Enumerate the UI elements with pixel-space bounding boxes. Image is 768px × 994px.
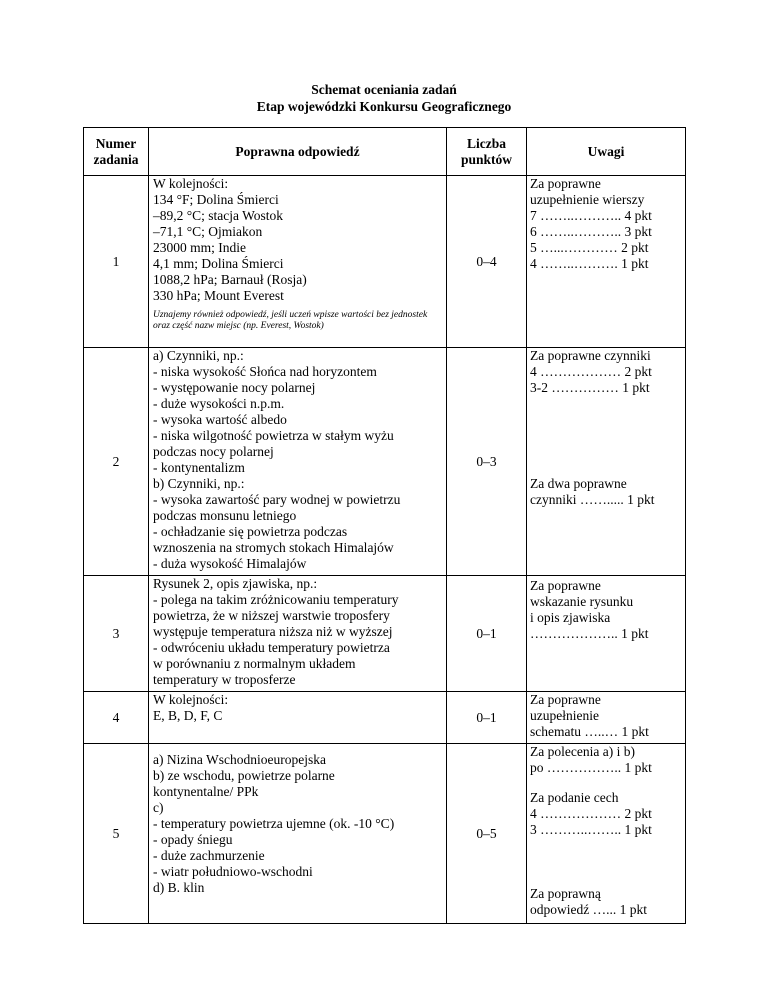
answer-line: d) B. klin: [153, 880, 205, 895]
answer-line: - ochładzanie się powietrza podczas: [153, 524, 348, 539]
answer-cell: [149, 576, 447, 692]
answer-line: temperatury w troposferze: [153, 672, 296, 687]
answer-line: - odwróceniu układu temperatury powietrza: [153, 640, 390, 655]
remark-line: 7 ……..……….. 4 pkt: [530, 208, 652, 223]
remarks-cell: [527, 348, 686, 576]
answer-line: podczas nocy polarnej: [153, 444, 274, 459]
task-number: 5: [84, 744, 149, 924]
remark-line: wskazanie rysunku: [530, 594, 634, 609]
table-row: [84, 744, 686, 924]
remark-line: uzupełnienie wierszy: [530, 192, 645, 207]
remark-line: 6 ……..……….. 3 pkt: [530, 224, 652, 239]
points-cell: 0–4: [447, 176, 527, 348]
answer-line: powietrza, że w niższej warstwie troposfery: [153, 608, 390, 623]
remarks-cell: [527, 176, 686, 348]
grading-table: [83, 127, 686, 924]
answer-line: E, B, D, F, C: [153, 708, 223, 723]
points-cell: 0–3: [447, 348, 527, 576]
answer-line: - temperatury powietrza ujemne (ok. -10 °C): [153, 816, 395, 831]
answer-line: b) Czynniki, np.:: [153, 476, 245, 491]
answer-line: W kolejności:: [153, 692, 229, 707]
table-row: [84, 348, 686, 576]
answer-line: a) Czynniki, np.:: [153, 348, 244, 363]
table-row: [84, 692, 686, 744]
remark-line: Za poprawne: [530, 176, 601, 191]
header-points: Liczba punktów: [447, 128, 527, 176]
answer-line: - duże wysokości n.p.m.: [153, 396, 285, 411]
points-cell: 0–5: [447, 744, 527, 924]
remark-line: odpowiedź …... 1 pkt: [530, 902, 647, 917]
answer-line: - wiatr południowo-wschodni: [153, 864, 313, 879]
answer-line: –89,2 °C; stacja Wostok: [153, 208, 284, 223]
answer-line: - polega na takim zróżnicowaniu temperatury: [153, 592, 399, 607]
remark-line: Za poprawne: [530, 692, 601, 707]
remarks-cell: [527, 692, 686, 744]
table-header-row: [84, 128, 686, 176]
answer-note: Uznajemy również odpowiedź, jeśli uczeń wpisze wartości bez jednostek oraz część nazw miejsc (np. Everest, Wostok): [153, 310, 428, 331]
remark-line: Za poprawne: [530, 578, 601, 593]
remark-line: Za poprawną: [530, 886, 601, 901]
answer-line: - wysoka zawartość pary wodnej w powietrzu: [153, 492, 401, 507]
answer-line: 4,1 mm; Dolina Śmierci: [153, 256, 284, 271]
answer-line: podczas monsunu letniego: [153, 508, 297, 523]
answer-line: - duża wysokość Himalajów: [153, 556, 307, 571]
remark-line: ……………….. 1 pkt: [530, 626, 649, 641]
remark-line: po …………….. 1 pkt: [530, 760, 652, 775]
task-number: 4: [84, 692, 149, 744]
remark-line: Za podanie cech: [530, 790, 619, 805]
answer-cell: [149, 744, 447, 924]
answer-line: –71,1 °C; Ojmiakon: [153, 224, 263, 239]
answer-line: - niska wilgotność powietrza w stałym wyżu: [153, 428, 394, 443]
header-answer: Poprawna odpowiedź: [149, 128, 447, 176]
spacer: [530, 838, 685, 886]
remark-line: 4 ……………… 2 pkt: [530, 806, 652, 821]
remark-line: 3-2 …………… 1 pkt: [530, 380, 650, 395]
remark-line: uzupełnienie: [530, 708, 599, 723]
answer-line: - duże zachmurzenie: [153, 848, 265, 863]
answer-line: 134 °F; Dolina Śmierci: [153, 192, 279, 207]
task-number: 1: [84, 176, 149, 348]
answer-line: - niska wysokość Słońca nad horyzontem: [153, 364, 377, 379]
remark-line: 3 ………..…….. 1 pkt: [530, 822, 652, 837]
answer-line: 330 hPa; Mount Everest: [153, 288, 284, 303]
remark-line: Za polecenia a) i b): [530, 744, 635, 759]
remark-line: schematu …..… 1 pkt: [530, 724, 649, 739]
answer-line: kontynentalne/ PPk: [153, 784, 259, 799]
answer-line: wznoszenia na stromych stokach Himalajów: [153, 540, 394, 555]
remarks-cell: [527, 744, 686, 924]
remarks-cell: [527, 576, 686, 692]
answer-line: - kontynentalizm: [153, 460, 245, 475]
answer-line: W kolejności:: [153, 176, 229, 191]
header-number: Numer zadania: [84, 128, 149, 176]
answer-line: Rysunek 2, opis zjawiska, np.:: [153, 576, 318, 591]
points-cell: 0–1: [447, 692, 527, 744]
answer-line: w porównaniu z normalnym układem: [153, 656, 356, 671]
table-row: [84, 176, 686, 348]
remark-line: 5 …...………… 2 pkt: [530, 240, 649, 255]
spacer: [530, 396, 685, 476]
document-subtitle: Etap wojewódzki Konkursu Geograficznego: [256, 99, 512, 114]
remark-line: Za dwa poprawne: [530, 476, 627, 491]
answer-line: 1088,2 hPa; Barnauł (Rosja): [153, 272, 307, 287]
answer-line: występuje temperatura niższa niż w wyższej: [153, 624, 393, 639]
answer-cell: [149, 692, 447, 744]
header-remarks: Uwagi: [527, 128, 686, 176]
answer-line: - wysoka wartość albedo: [153, 412, 287, 427]
remark-line: czynniki ……..... 1 pkt: [530, 492, 655, 507]
answer-line: 23000 mm; Indie: [153, 240, 246, 255]
answer-cell: [149, 348, 447, 576]
remark-line: 4 ……..………. 1 pkt: [530, 256, 649, 271]
answer-cell: [149, 176, 447, 348]
points-cell: 0–1: [447, 576, 527, 692]
table-row: [84, 576, 686, 692]
remark-line: i opis zjawiska: [530, 610, 611, 625]
answer-line: b) ze wschodu, powietrze polarne: [153, 768, 335, 783]
remark-line: Za poprawne czynniki: [530, 348, 651, 363]
document-title: Schemat oceniania zadań: [311, 82, 457, 97]
answer-line: a) Nizina Wschodnioeuropejska: [153, 752, 326, 767]
task-number: 2: [84, 348, 149, 576]
spacer: [530, 776, 685, 790]
answer-line: - występowanie nocy polarnej: [153, 380, 316, 395]
task-number: 3: [84, 576, 149, 692]
answer-line: c): [153, 800, 164, 815]
answer-line: - opady śniegu: [153, 832, 233, 847]
remark-line: 4 ……………… 2 pkt: [530, 364, 652, 379]
